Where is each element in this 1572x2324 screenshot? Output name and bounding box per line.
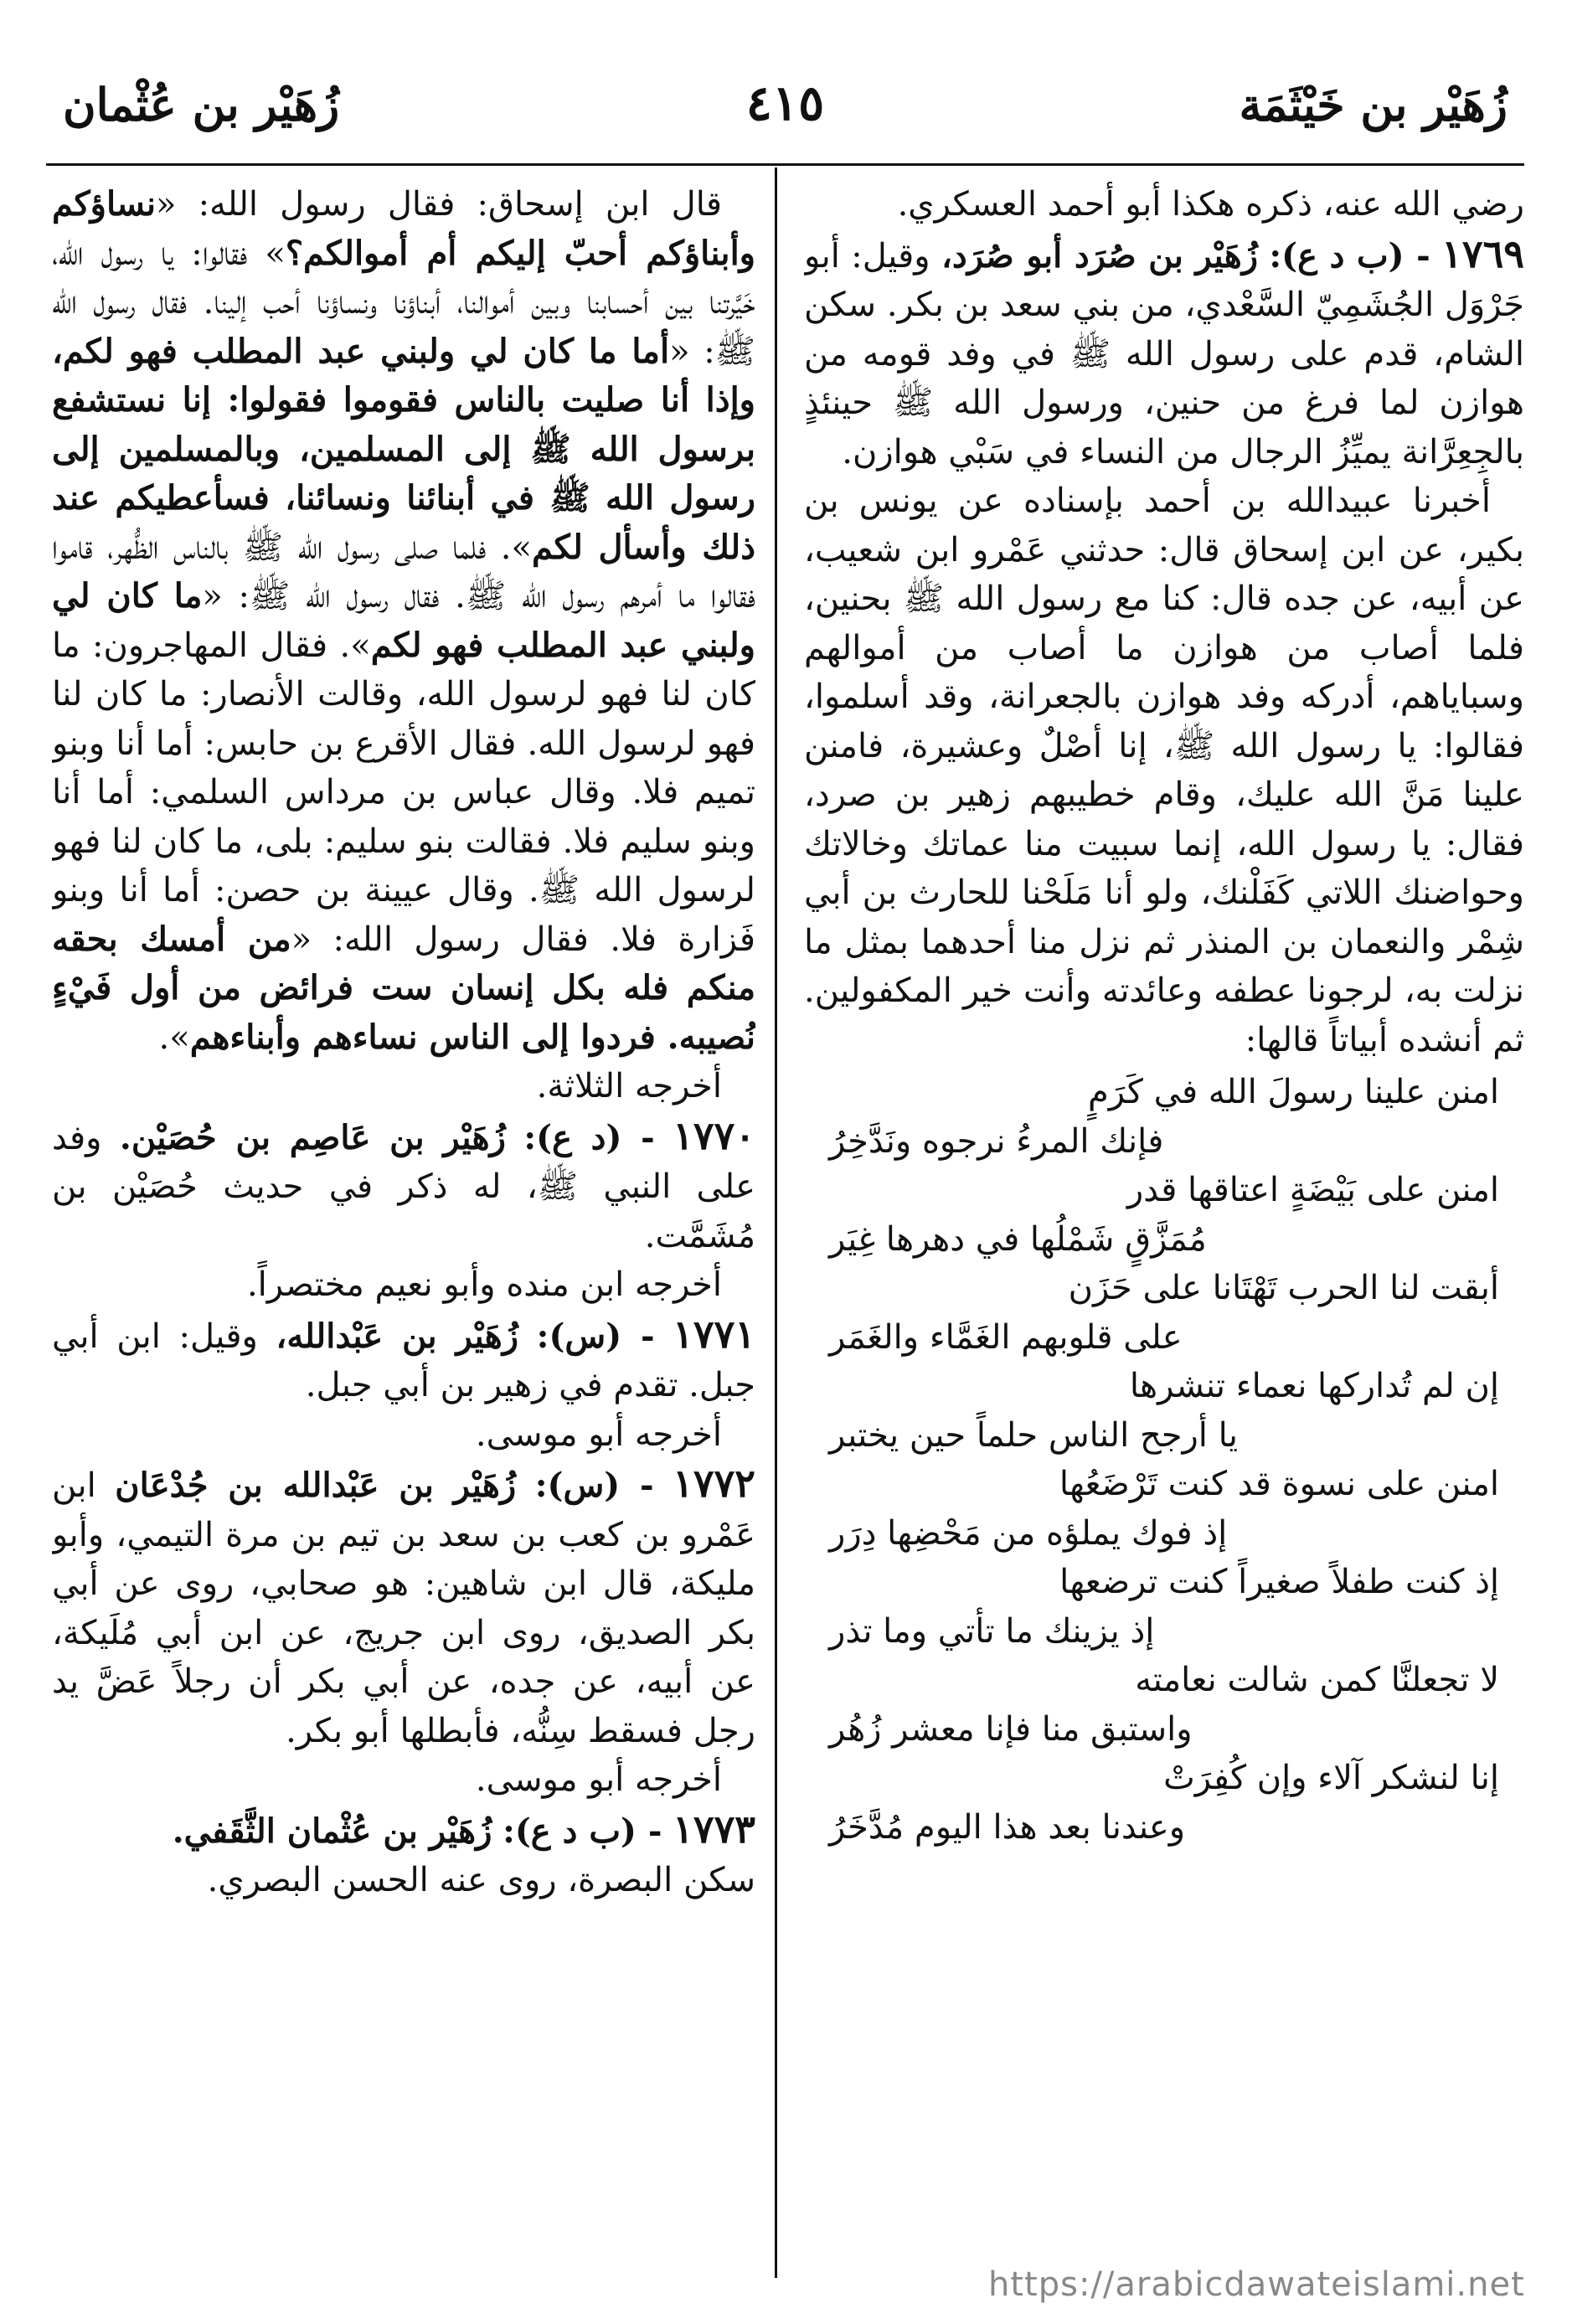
hemistich: إذ كنت طفلاً صغيراً كنت ترضعها bbox=[1059, 1563, 1499, 1601]
entry-text: وفد على النبي ﷺ، له ذكر في حديث حُصَيْن بن مُشَمَّت. bbox=[52, 1118, 755, 1255]
entry-text: وقيل: ابن أبي جبل. تقدم في زهير بن أبي جبل. bbox=[52, 1317, 755, 1404]
entry-1773 bbox=[52, 1805, 755, 1857]
entry-number: ١٧٦٩ bbox=[1441, 230, 1524, 276]
entry-1769 bbox=[804, 229, 1524, 477]
hemistich: أبقت لنا الحرب تَهْتَانا على حَزَن bbox=[1068, 1269, 1499, 1307]
hemistich: إن لم تُداركها نعماء تنشرها bbox=[1129, 1367, 1499, 1405]
entry-text: ابن عَمْرو بن كعب بن سعد بن تيم بن مرة التيمي، وأبو مليكة، قال ابن شاهين: هو صحابي، روى عن أبي بكر الصديق، روى ابن جريج، عن ابن أبي مُلَيكة، عن أبيه، عن جده، عن أبي بكر أن رجلاً عَضَّ يد رجل فسقط سِنُّه، فأبطلها أبو بكر. bbox=[52, 1466, 755, 1750]
entry-name: زُهَيْر بن صُرَد أبو صُرَد، bbox=[941, 235, 1259, 276]
quote-span: نساؤكم وأبناؤكم أحبّ إليكم أم أموالكم؟ bbox=[52, 184, 755, 273]
verse bbox=[804, 1754, 1524, 1852]
entry-number: ١٧٧٣ bbox=[673, 1806, 755, 1852]
verse bbox=[804, 1656, 1524, 1754]
text-span: ». bbox=[158, 1018, 190, 1057]
quote-span: أما ما كان لي ولبني عبد المطلب فهو لكم، وإذا أنا صليت بالناس فقوموا فقولوا: إنا نستشفع برسول الله ﷺ إلى المسلمين، وبالمسلمين إلى رسول الله ﷺ في أبنائنا ونسائنا، فسأعطيكم عند ذلك وأسأل لكم bbox=[52, 331, 755, 567]
hemistich: إذ يزينك ما تأتي وما تذر bbox=[829, 1611, 1155, 1651]
entry-number: ١٧٧١ bbox=[673, 1311, 755, 1357]
hemistich: على قلوبهم الغَمَّاء والغَمَر bbox=[829, 1317, 1183, 1357]
paragraph: أخبرنا عبيدالله بن أحمد بإسناده عن يونس بن بكير، عن ابن إسحاق قال: حدثني عَمْرو ابن شعيب، عن أبيه، عن جده قال: كنا مع رسول الله ﷺ بحنين، فلما أصاب من هوازن ما أصاب من أموالهم وسباياهم، أدركه وفد هوازن بالجعرانة، وقد أسلموا، فقالوا: يا رسول الله ﷺ، إنا أصْلٌ وعشيرة، فامنن علينا مَنَّ الله عليك، وقام خطيبهم زهير بن صرد، فقال: يا رسول الله، إنما سبيت منا عماتك وخالاتك وحواضنك اللاتي كَفَلْنك، ولو أنا مَلَحْنا للحارث بن أبي شِمْر والنعمان بن المنذر ثم نزل منا أحدهما بمثل ما نزلت به، لرجونا عطفه وعائدته وأنت خير المكفولين. ثم أنشده أبياتاً قالها: bbox=[804, 482, 1524, 1059]
hemistich: مُمَزَّقٍ شَمْلُها في دهرها غِيَر bbox=[829, 1219, 1207, 1259]
entry-1771 bbox=[52, 1310, 755, 1410]
text-span: ». فلما صلى رسول الله ﷺ بالناس الظُّهر، قاموا فقالوا ما أمرهم رسول الله ﷺ. فقال رسول الله ﷺ: « bbox=[52, 528, 755, 616]
page-number: ٤١٥ bbox=[745, 75, 825, 131]
entry-code: - (س): bbox=[536, 1316, 655, 1356]
running-title-left: زُهَيْر بن عُثْمان bbox=[63, 78, 340, 131]
quote-span: ما كان لي ولبني عبد المطلب فهو لكم bbox=[52, 576, 755, 665]
entry-continuation: رضي الله عنه، ذكره هكذا أبو أحمد العسكري. bbox=[897, 185, 1524, 224]
running-title-right: زُهَيْر بن خَيْثَمَة bbox=[1239, 78, 1508, 131]
quote-span: من أمسك بحقه منكم فله بكل إنسان ست فرائض من أول فَيْءٍ نُصيبه. فردوا إلى الناس نساءهم وأبناءهم bbox=[52, 919, 755, 1057]
text-span: قال ابن إسحاق: فقال رسول الله: « bbox=[155, 185, 722, 224]
verse bbox=[804, 1166, 1524, 1264]
text-span: » فقالوا: يا رسول الله، خَيَّرتنا بين أحسابنا وبين أموالنا، أبناؤنا ونساؤنا أحب إلينا. فقال رسول الله ﷺ: « bbox=[52, 234, 755, 371]
takhrij: أخرجه ابن منده وأبو نعيم مختصراً. bbox=[246, 1265, 722, 1304]
hemistich: واستبق منا فإنا معشر زُهُر bbox=[829, 1709, 1193, 1749]
text-span: ». فقال المهاجرون: ما كان لنا فهو لرسول الله، وقالت الأنصار: ما كان لنا فهو لرسول الله. فقال الأقرع بن حابس: أما أنا وبنو تميم فلا. وقال عباس بن مرداس السلمي: أما أنا وبنو سليم فلا. فقالت بنو سليم: بلى، ما كان لنا فهو لرسول الله ﷺ. وقال عيينة بن حصن: أما أنا وبنو فَزارة فلا. فقال رسول الله: « bbox=[52, 626, 755, 959]
takhrij: أخرجه أبو موسى. bbox=[475, 1760, 722, 1799]
verse bbox=[804, 1068, 1524, 1166]
hemistich: امنن على بَيْضَةٍ اعتاقها قدر bbox=[1126, 1171, 1499, 1209]
watermark-url: https://arabicdawateislami.net bbox=[988, 2265, 1525, 2304]
right-column bbox=[804, 180, 1524, 2265]
takhrij: أخرجه الثلاثة. bbox=[536, 1067, 722, 1105]
entry-code: - (ب د ع): bbox=[1269, 235, 1430, 276]
column-divider bbox=[775, 167, 777, 2278]
entry-number: ١٧٧٠ bbox=[673, 1112, 755, 1158]
verse bbox=[804, 1362, 1524, 1460]
hadith-paragraph bbox=[52, 180, 755, 1062]
hemistich: فإنك المرءُ نرجوه ونَدَّخِرُ bbox=[829, 1121, 1164, 1161]
verse bbox=[804, 1460, 1524, 1558]
page-header bbox=[46, 71, 1524, 166]
verse bbox=[804, 1264, 1524, 1362]
hemistich: وعندنا بعد هذا اليوم مُدَّخَرُ bbox=[829, 1807, 1186, 1847]
entry-name: زُهَيْر بن عُثْمان الثَّقَفي. bbox=[172, 1811, 492, 1851]
entry-number: ١٧٧٢ bbox=[673, 1461, 755, 1506]
hemistich: امنن علينا رسولَ الله في كَرَمٍ bbox=[1088, 1073, 1499, 1111]
hemistich: إنا لنشكر آلاء وإن كُفِرَتْ bbox=[1163, 1759, 1499, 1797]
takhrij: أخرجه أبو موسى. bbox=[475, 1414, 722, 1454]
entry-name: زُهَيْر بن عَاصِم بن حُصَيْن. bbox=[119, 1117, 506, 1157]
hemistich: يا أرجح الناس حلماً حين يختبر bbox=[829, 1415, 1238, 1455]
verse bbox=[804, 1558, 1524, 1656]
hemistich: لا تجعلنَّا كمن شالت نعامته bbox=[1135, 1661, 1499, 1699]
entry-1772 bbox=[52, 1459, 755, 1755]
hemistich: إذ فوك يملؤه من مَحْضِها دِرَر bbox=[829, 1513, 1228, 1553]
entry-name: زُهَيْر بن عَبْدالله، bbox=[276, 1316, 519, 1356]
left-column bbox=[52, 180, 755, 2265]
entry-code: - (س): bbox=[534, 1466, 654, 1505]
entry-1770 bbox=[52, 1111, 755, 1261]
poem bbox=[804, 1068, 1524, 1852]
entry-code: - (ب د ع): bbox=[503, 1811, 662, 1851]
entry-text: سكن البصرة، روى عنه الحسن البصري. bbox=[207, 1861, 755, 1899]
entry-text: وقيل: أبو جَرْوَل الجُشَمِيّ السَّعْدي، من بني سعد بن بكر. سكن الشام، قدم على رسول الله ﷺ في وفد قومه من هوازن لما فرغ من حنين، ورسول الله ﷺ حينئذٍ بالجِعِرَّانة يميِّزُ الرجال من النساء في سَبْي هوازن. bbox=[804, 236, 1524, 471]
hemistich: امنن على نسوة قد كنت تَرْضَعُها bbox=[1059, 1465, 1499, 1503]
entry-code: - (د ع): bbox=[523, 1117, 655, 1157]
entry-name: زُهَيْر بن عَبْدالله بن جُدْعَان bbox=[115, 1466, 517, 1505]
